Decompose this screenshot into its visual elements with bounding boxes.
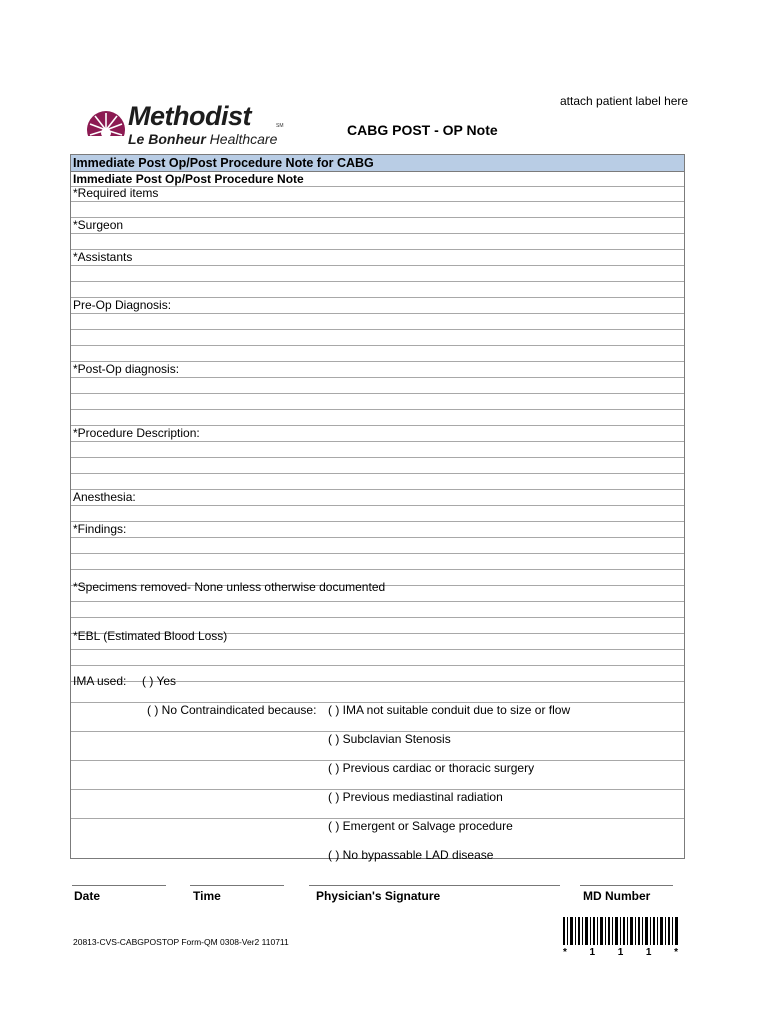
barcode-char: 1 (617, 947, 624, 958)
rule (71, 553, 684, 554)
rule (71, 521, 684, 522)
date-line[interactable] (72, 885, 166, 886)
methodist-logo (86, 103, 296, 159)
rule (71, 601, 684, 602)
post-op-form (70, 154, 685, 862)
barcode-char: 1 (589, 947, 596, 958)
attach-label: attach patient label here (560, 94, 689, 108)
assistants-label: *Assistants (73, 250, 133, 264)
ima-reason-option[interactable]: ( ) Emergent or Salvage procedure (328, 819, 513, 833)
rule (71, 249, 684, 250)
preop-diagnosis-label: Pre-Op Diagnosis: (73, 298, 172, 312)
rule (71, 393, 684, 394)
time-label: Time (193, 889, 221, 903)
rule (71, 489, 684, 490)
postop-diagnosis-label: *Post-Op diagnosis: (73, 362, 180, 376)
findings-label: *Findings: (73, 522, 127, 536)
specimens-label: *Specimens removed- None unless otherwise documented (73, 580, 386, 594)
physician-signature-label: Physician's Signature (316, 889, 441, 903)
surgeon-label: *Surgeon (73, 218, 124, 232)
ima-no-option[interactable]: ( ) No Contraindicated because: (147, 703, 317, 717)
barcode-char: 1 (645, 947, 652, 958)
logo-service-mark: SM (276, 123, 284, 129)
logo-sub-regular: Healthcare (205, 131, 278, 147)
ima-reason-option[interactable]: ( ) Subclavian Stenosis (328, 732, 451, 746)
ima-reason-option[interactable]: ( ) Previous cardiac or thoracic surgery (328, 761, 535, 775)
procedure-description-label: *Procedure Description: (73, 426, 200, 440)
ima-used-label: IMA used: (73, 674, 127, 688)
barcode-char: * (563, 947, 567, 958)
rule (71, 649, 684, 650)
ima-reason-option[interactable]: ( ) Previous mediastinal radiation (328, 790, 503, 804)
rule (71, 665, 684, 666)
form-header-band (71, 155, 684, 172)
rule (71, 313, 684, 314)
anesthesia-label: Anesthesia: (73, 490, 136, 504)
rule (71, 201, 684, 202)
logo-sub-bold: Le Bonheur (128, 131, 206, 147)
md-number-line[interactable] (580, 885, 673, 886)
barcode-text (563, 947, 678, 958)
rule (71, 409, 684, 410)
physician-signature-line[interactable] (309, 885, 560, 886)
logo-brand: Methodist (128, 101, 251, 131)
rule (71, 233, 684, 234)
rule (71, 329, 684, 330)
rule (71, 473, 684, 474)
form-id: 20813-CVS-CABGPOSTOP Form-QM 0308-Ver2 110711 (73, 937, 289, 947)
rule (71, 441, 684, 442)
date-label: Date (74, 889, 101, 903)
ebl-label: *EBL (Estimated Blood Loss) (73, 629, 228, 643)
sunburst-logo-icon (86, 105, 130, 155)
ima-reason-option[interactable]: ( ) IMA not suitable conduit due to size or flow (328, 703, 571, 717)
rule (71, 265, 684, 266)
md-number-label: MD Number (583, 889, 651, 903)
ima-reason-option[interactable]: ( ) No bypassable LAD disease (328, 848, 494, 862)
rule (71, 217, 684, 218)
barcode-char: * (674, 947, 678, 958)
logo-subtitle (128, 131, 277, 147)
rule (71, 281, 684, 282)
rule (71, 377, 684, 378)
rule (71, 345, 684, 346)
rule (71, 457, 684, 458)
time-line[interactable] (190, 885, 284, 886)
required-note: *Required items (73, 186, 159, 200)
rule (71, 505, 684, 506)
rule (71, 617, 684, 618)
form-subtitle: Immediate Post Op/Post Procedure Note (73, 172, 304, 186)
rule (71, 569, 684, 570)
rule (71, 186, 684, 187)
rule (71, 537, 684, 538)
ima-yes-option[interactable]: ( ) Yes (142, 674, 177, 688)
barcode-icon (563, 917, 678, 945)
form-band-title: Immediate Post Op/Post Procedure Note for CABG (73, 156, 374, 170)
page-title: CABG POST - OP Note (347, 122, 498, 138)
